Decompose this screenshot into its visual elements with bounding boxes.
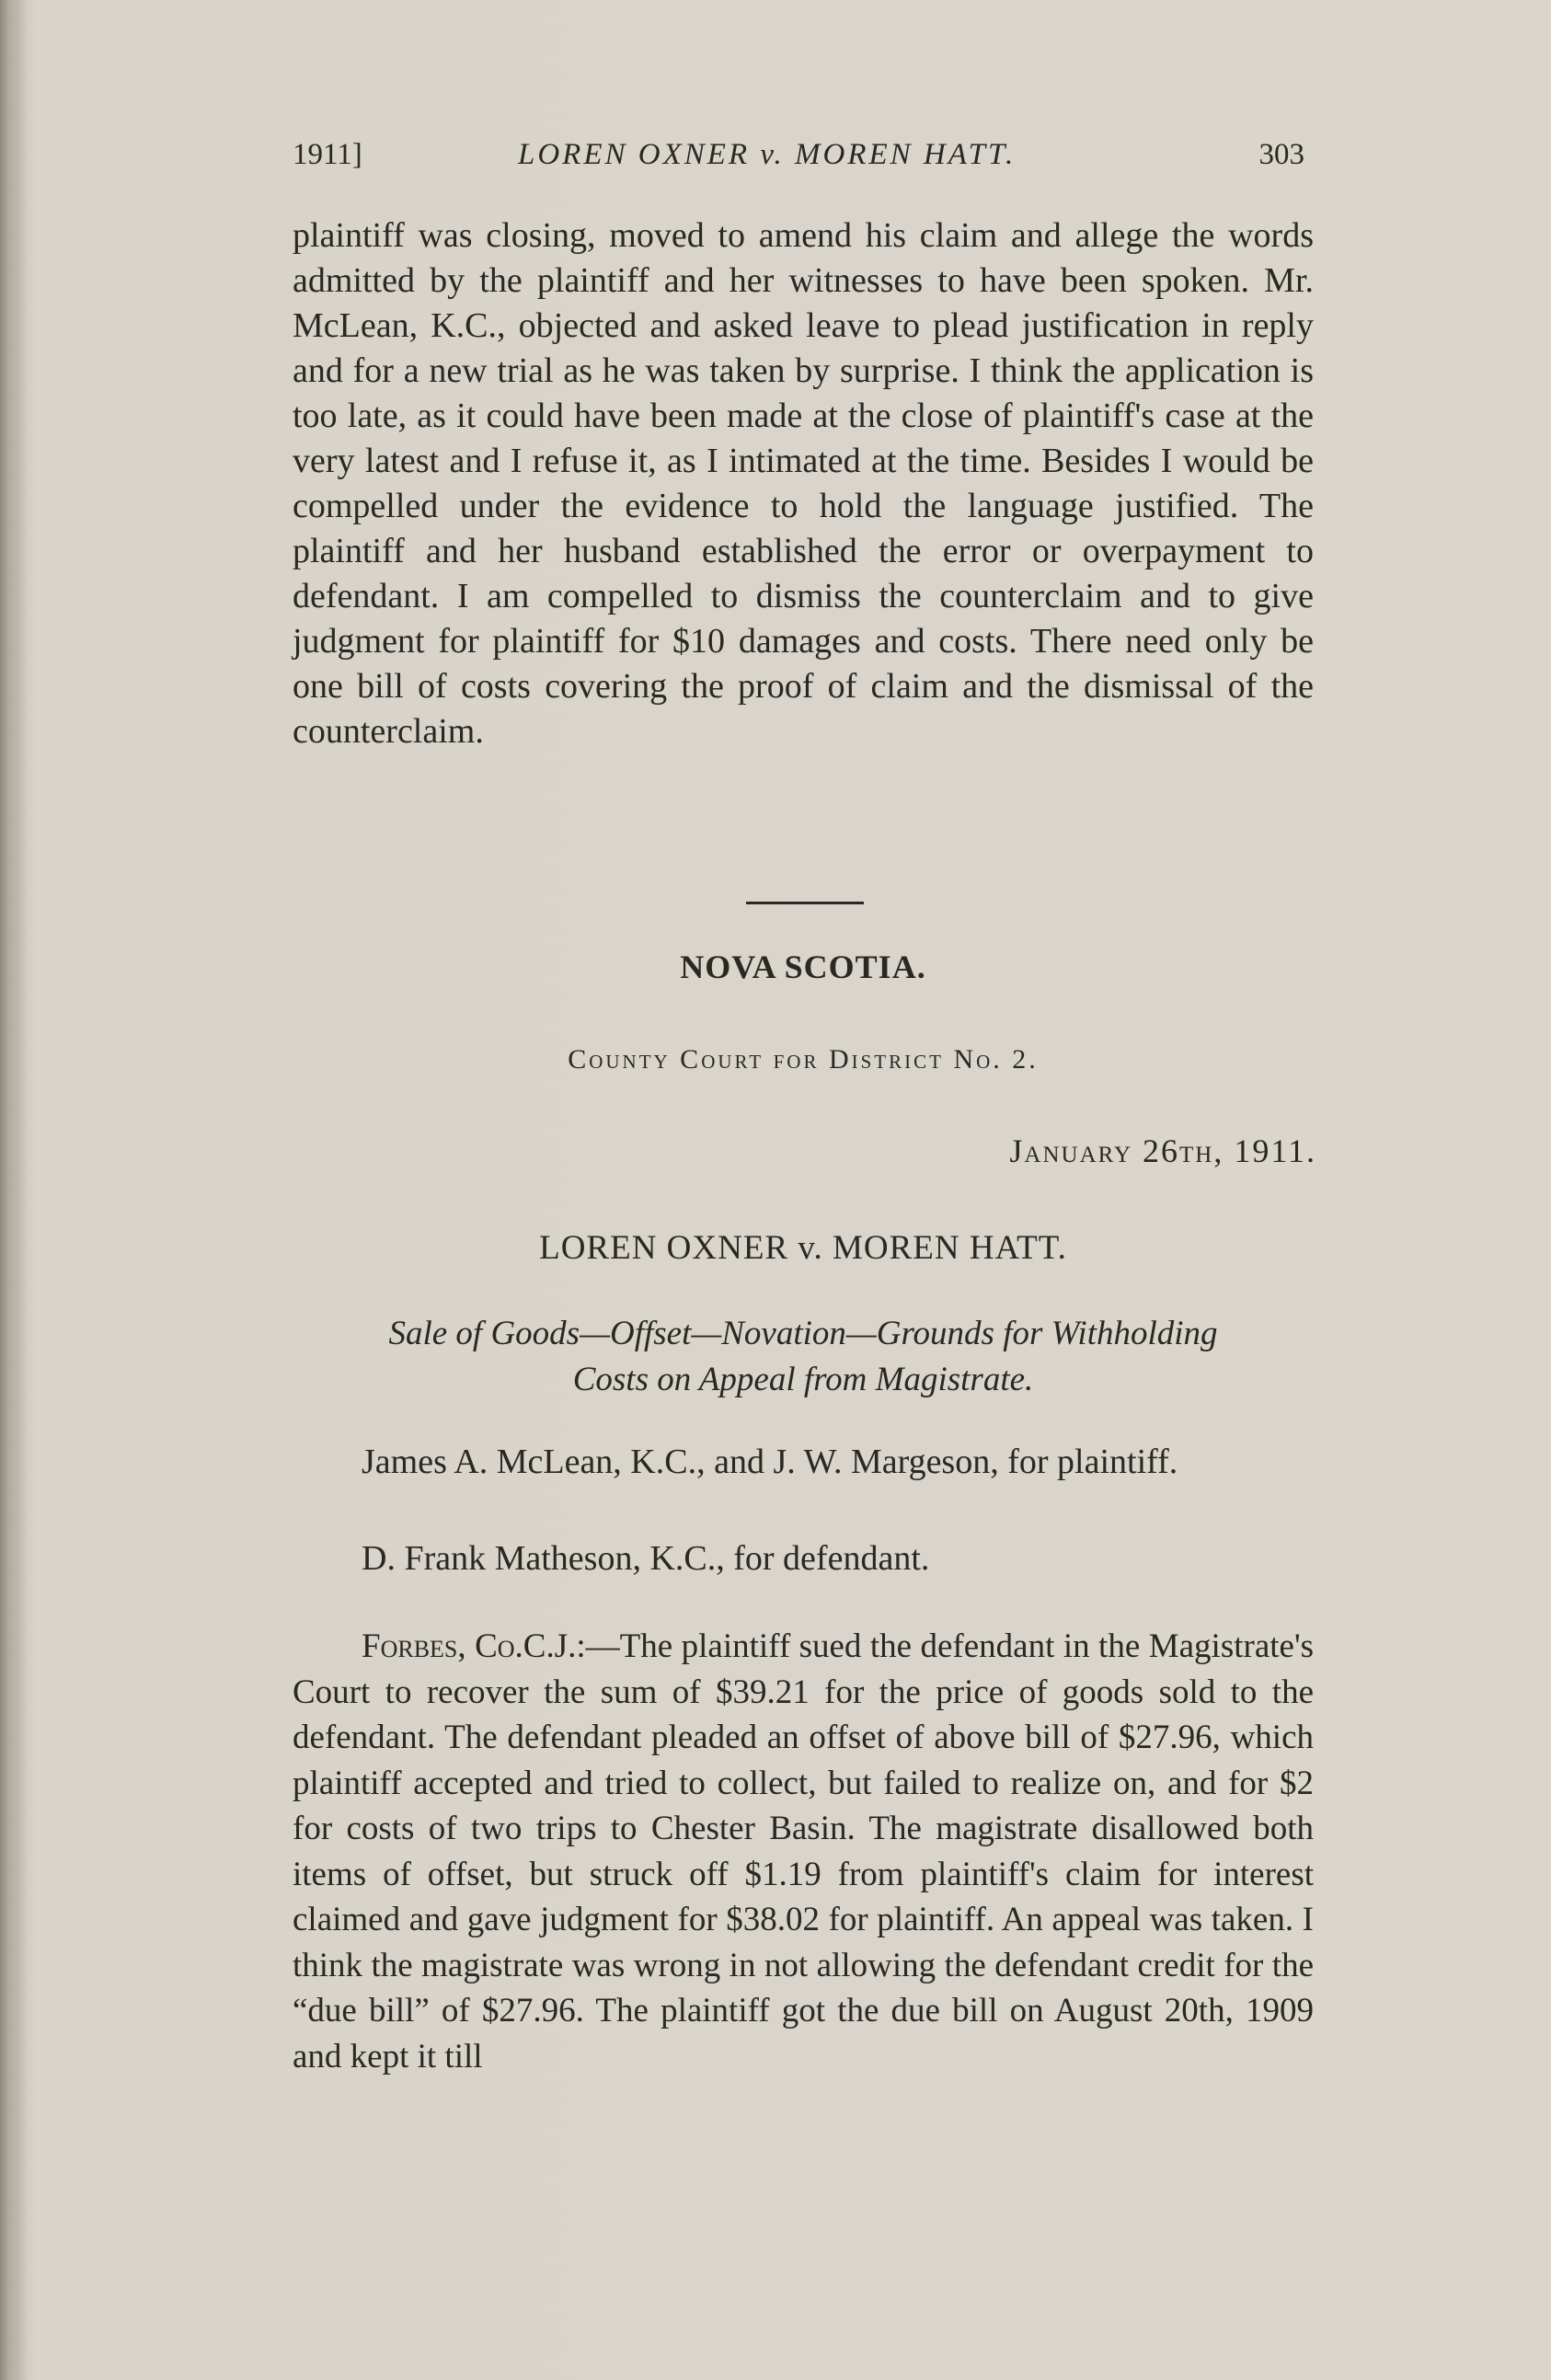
headnote	[293, 1311, 1314, 1403]
counsel-defendant: D. Frank Matheson, K.C., for defendant.	[362, 1539, 930, 1578]
case-title: LOREN OXNER v. MOREN HATT.	[539, 1229, 1067, 1267]
running-head	[293, 138, 1304, 184]
decision-date: January 26th, 1911.	[1009, 1133, 1316, 1169]
continued-paragraph-text: plaintiff was closing, moved to amend his claim and allege the words admitted by the plaintiff and her witnesses to have been spoken. Mr. McLean, K.C., objected and asked leave to plead justification in reply and for a new trial as he was taken by surprise. I think the application is too late, as it could have been made at the close of plaintiff's case at the very latest and I refuse it, as I intimated at the time. Besides I would be compelled under the evidence to hold the language justified. The plaintiff and her husband established the error or overpayment to defendant. I am compelled to dismiss the counterclaim and to give judgment for plaintiff for $10 damages and costs. There need only be one bill of costs covering the proof of claim and the dismissal of the counterclaim.	[293, 216, 1314, 751]
running-head-title: LOREN OXNER v. MOREN HATT.	[518, 138, 1017, 171]
counsel-plaintiff: James A. McLean, K.C., and J. W. Margeson, for plaintiff.	[362, 1443, 1178, 1481]
court-heading: County Court for District No. 2.	[568, 1044, 1039, 1075]
page-number: 303	[1258, 138, 1304, 171]
judgment-text: :—The plaintiff sued the defendant in the Magistrate's Court to recover the sum of $39.21 for the price of goods sold to the defendant. The defendant pleaded an offset of above bill of $27.96, which plaintiff accepted and tried to collect, but failed to realize on, and for $2 for costs of two trips to Chester Basin. The magistrate disallowed both items of offset, but struck off $1.19 from plaintiff's claim for interest claimed and gave judgment for $38.02 for plaintiff. An appeal was taken. I think the magistrate was wrong in not allowing the defendant credit for the “due bill” of $27.96. The plaintiff got the due bill on August 20th, 1909 and kept it till	[293, 1627, 1315, 2075]
province-heading: NOVA SCOTIA.	[680, 949, 926, 985]
continued-paragraph	[293, 213, 1314, 754]
section-divider	[746, 902, 864, 904]
judgment-paragraph	[293, 1624, 1314, 2079]
judge-name: Forbes, Co.C.J.	[362, 1627, 577, 1665]
page-edge	[0, 0, 28, 2380]
headnote-line-2: Costs on Appeal from Magistrate.	[572, 1361, 1034, 1398]
running-head-year: 1911]	[293, 138, 362, 171]
headnote-line-1: Sale of Goods—Offset—Novation—Grounds for Withholding	[388, 1315, 1218, 1352]
